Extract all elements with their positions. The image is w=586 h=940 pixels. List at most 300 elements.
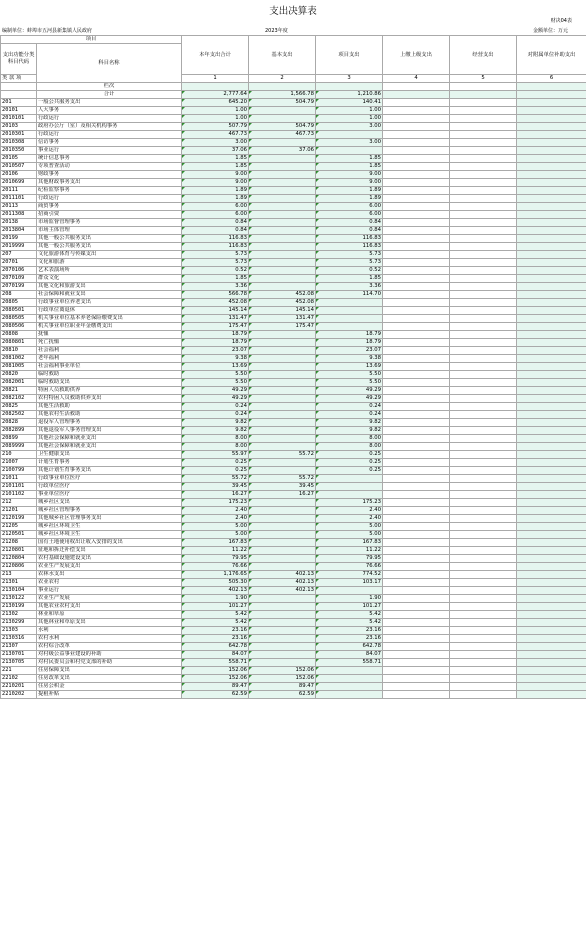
table-row xyxy=(1,419,586,427)
row-project: 1.85 xyxy=(316,155,383,163)
row-affiliate xyxy=(517,611,586,619)
row-project: 0.24 xyxy=(316,403,383,411)
row-total: 23.07 xyxy=(182,347,249,355)
row-basic xyxy=(249,635,316,643)
row-code: 20899 xyxy=(1,435,37,443)
summary-basic: 1,566.78 xyxy=(249,91,316,99)
row-basic: 55.72 xyxy=(249,475,316,483)
row-project: 0.25 xyxy=(316,451,383,459)
row-total: 0.52 xyxy=(182,267,249,275)
row-upper xyxy=(383,659,450,667)
col-no-6: 6 xyxy=(517,75,586,83)
row-name: 卫生健康支出 xyxy=(37,451,182,459)
row-name: 其他城乡社区管理事务支出 xyxy=(37,515,182,523)
row-name: 计划生育事务 xyxy=(37,459,182,467)
row-basic xyxy=(249,139,316,147)
row-business xyxy=(450,163,517,171)
row-basic: 152.06 xyxy=(249,667,316,675)
row-basic xyxy=(249,235,316,243)
row-code: 20113 xyxy=(1,203,37,211)
row-name: 其他退役军人事务管理支出 xyxy=(37,427,182,435)
row-code: 2010507 xyxy=(1,163,37,171)
row-affiliate xyxy=(517,107,586,115)
row-upper xyxy=(383,195,450,203)
row-code: 2130705 xyxy=(1,659,37,667)
row-affiliate xyxy=(517,267,586,275)
table-row xyxy=(1,115,586,123)
row-basic: 467.73 xyxy=(249,131,316,139)
row-affiliate xyxy=(517,523,586,531)
row-total: 505.30 xyxy=(182,579,249,587)
row-project: 0.84 xyxy=(316,227,383,235)
table-row xyxy=(1,211,586,219)
row-name: 群众文化 xyxy=(37,275,182,283)
row-project: 167.83 xyxy=(316,539,383,547)
row-affiliate xyxy=(517,683,586,691)
row-basic: 402.13 xyxy=(249,579,316,587)
row-name: 文化和旅游 xyxy=(37,259,182,267)
row-name: 行政运行 xyxy=(37,115,182,123)
row-affiliate xyxy=(517,291,586,299)
table-row xyxy=(1,427,586,435)
row-upper xyxy=(383,419,450,427)
row-name: 林业和草原 xyxy=(37,611,182,619)
row-upper xyxy=(383,683,450,691)
row-project: 9.00 xyxy=(316,179,383,187)
row-business xyxy=(450,555,517,563)
row-affiliate xyxy=(517,659,586,667)
row-upper xyxy=(383,451,450,459)
row-affiliate xyxy=(517,515,586,523)
row-name: 文化旅游体育与传媒支出 xyxy=(37,251,182,259)
row-project xyxy=(316,475,383,483)
row-affiliate xyxy=(517,451,586,459)
row-name: 市场主体管理 xyxy=(37,227,182,235)
row-affiliate xyxy=(517,187,586,195)
row-total: 1.90 xyxy=(182,595,249,603)
row-affiliate xyxy=(517,299,586,307)
row-upper xyxy=(383,691,450,699)
row-total: 1.00 xyxy=(182,115,249,123)
row-affiliate xyxy=(517,163,586,171)
row-basic xyxy=(249,643,316,651)
row-project: 9.00 xyxy=(316,171,383,179)
row-code: 21307 xyxy=(1,643,37,651)
row-business xyxy=(450,131,517,139)
row-upper xyxy=(383,331,450,339)
row-total: 84.07 xyxy=(182,651,249,659)
row-project: 1.89 xyxy=(316,195,383,203)
row-code: 2011308 xyxy=(1,211,37,219)
row-basic xyxy=(249,531,316,539)
row-business xyxy=(450,523,517,531)
row-upper xyxy=(383,307,450,315)
row-project: 140.41 xyxy=(316,99,383,107)
row-upper xyxy=(383,635,450,643)
row-basic xyxy=(249,339,316,347)
row-basic xyxy=(249,619,316,627)
row-code: 2080506 xyxy=(1,323,37,331)
row-project: 5.00 xyxy=(316,531,383,539)
row-code: 2070199 xyxy=(1,283,37,291)
row-business xyxy=(450,355,517,363)
row-code: 20701 xyxy=(1,259,37,267)
table-row xyxy=(1,563,586,571)
row-upper xyxy=(383,275,450,283)
row-project xyxy=(316,491,383,499)
row-name: 市场监督管理事务 xyxy=(37,219,182,227)
row-upper xyxy=(383,467,450,475)
table-row xyxy=(1,131,586,139)
row-business xyxy=(450,155,517,163)
row-affiliate xyxy=(517,675,586,683)
row-basic: 452.08 xyxy=(249,299,316,307)
row-name: 农业农村 xyxy=(37,579,182,587)
row-business xyxy=(450,571,517,579)
row-upper xyxy=(383,187,450,195)
row-name: 一般公共服务支出 xyxy=(37,99,182,107)
row-name: 城乡社区支出 xyxy=(37,499,182,507)
row-basic xyxy=(249,611,316,619)
row-business xyxy=(450,243,517,251)
table-row xyxy=(1,315,586,323)
row-total: 9.82 xyxy=(182,427,249,435)
row-total: 23.16 xyxy=(182,627,249,635)
row-total: 16.27 xyxy=(182,491,249,499)
row-upper xyxy=(383,651,450,659)
row-project xyxy=(316,483,383,491)
row-name: 统计信息事务 xyxy=(37,155,182,163)
row-upper xyxy=(383,395,450,403)
row-upper xyxy=(383,555,450,563)
row-business xyxy=(450,419,517,427)
row-project: 23.07 xyxy=(316,347,383,355)
table-row xyxy=(1,179,586,187)
row-code: 20106 xyxy=(1,171,37,179)
row-code: 2082001 xyxy=(1,379,37,387)
row-total: 175.23 xyxy=(182,499,249,507)
row-total: 0.24 xyxy=(182,411,249,419)
row-basic xyxy=(249,539,316,547)
row-code: 21208 xyxy=(1,539,37,547)
row-business xyxy=(450,227,517,235)
row-basic xyxy=(249,195,316,203)
row-affiliate xyxy=(517,587,586,595)
row-total: 49.29 xyxy=(182,387,249,395)
row-business xyxy=(450,331,517,339)
row-basic xyxy=(249,659,316,667)
row-upper xyxy=(383,203,450,211)
row-name: 其他一般公共服务支出 xyxy=(37,243,182,251)
row-name: 商贸事务 xyxy=(37,203,182,211)
table-row xyxy=(1,363,586,371)
row-affiliate xyxy=(517,315,586,323)
summary-label: 合计 xyxy=(37,91,182,99)
row-basic xyxy=(249,443,316,451)
row-code: 2101101 xyxy=(1,483,37,491)
row-project: 5.73 xyxy=(316,259,383,267)
row-upper xyxy=(383,619,450,627)
row-name: 行政运行 xyxy=(37,195,182,203)
row-code: 2130299 xyxy=(1,619,37,627)
row-affiliate xyxy=(517,243,586,251)
row-business xyxy=(450,651,517,659)
row-code: 201 xyxy=(1,99,37,107)
row-business xyxy=(450,683,517,691)
row-upper xyxy=(383,587,450,595)
row-name: 城乡社区环境卫生 xyxy=(37,531,182,539)
row-basic xyxy=(249,283,316,291)
row-upper xyxy=(383,219,450,227)
row-basic xyxy=(249,355,316,363)
row-basic: 504.79 xyxy=(249,99,316,107)
row-business xyxy=(450,675,517,683)
expenditure-table xyxy=(0,35,586,699)
row-upper xyxy=(383,387,450,395)
row-upper xyxy=(383,227,450,235)
table-row xyxy=(1,259,586,267)
row-basic xyxy=(249,395,316,403)
table-row xyxy=(1,123,586,131)
row-name: 住房公积金 xyxy=(37,683,182,691)
table-row xyxy=(1,339,586,347)
row-name: 特困人员救助供养 xyxy=(37,387,182,395)
row-name: 农村水利 xyxy=(37,635,182,643)
row-basic xyxy=(249,219,316,227)
row-upper xyxy=(383,163,450,171)
row-affiliate xyxy=(517,403,586,411)
row-project: 49.29 xyxy=(316,387,383,395)
row-project: 5.50 xyxy=(316,379,383,387)
row-total: 79.95 xyxy=(182,555,249,563)
row-code: 2081002 xyxy=(1,355,37,363)
row-name: 行政单位医疗 xyxy=(37,483,182,491)
row-upper xyxy=(383,571,450,579)
table-row xyxy=(1,243,586,251)
table-row xyxy=(1,443,586,451)
row-total: 11.22 xyxy=(182,547,249,555)
row-business xyxy=(450,219,517,227)
row-project: 8.00 xyxy=(316,443,383,451)
table-row xyxy=(1,403,586,411)
row-name: 农村特困人员救助供养支出 xyxy=(37,395,182,403)
row-project: 23.16 xyxy=(316,635,383,643)
table-row xyxy=(1,627,586,635)
row-upper xyxy=(383,283,450,291)
row-basic xyxy=(249,427,316,435)
table-row xyxy=(1,595,586,603)
row-project: 3.36 xyxy=(316,283,383,291)
row-upper xyxy=(383,131,450,139)
row-basic xyxy=(249,379,316,387)
row-basic: 504.79 xyxy=(249,123,316,131)
row-business xyxy=(450,123,517,131)
row-total: 1.85 xyxy=(182,275,249,283)
table-row xyxy=(1,667,586,675)
row-name: 抚恤 xyxy=(37,331,182,339)
row-total: 6.00 xyxy=(182,203,249,211)
row-name: 对村级公益事业建设的补助 xyxy=(37,651,182,659)
row-business xyxy=(450,643,517,651)
row-upper xyxy=(383,443,450,451)
row-project: 6.00 xyxy=(316,211,383,219)
row-code: 21302 xyxy=(1,611,37,619)
table-row xyxy=(1,523,586,531)
row-name: 水利 xyxy=(37,627,182,635)
row-project: 1.00 xyxy=(316,115,383,123)
row-project: 3.00 xyxy=(316,123,383,131)
header-upper: 上缴上级支出 xyxy=(383,36,450,75)
row-upper xyxy=(383,547,450,555)
row-affiliate xyxy=(517,419,586,427)
row-name: 征地和拆迁补偿支出 xyxy=(37,547,182,555)
row-project: 5.42 xyxy=(316,611,383,619)
row-name: 行政单位离退休 xyxy=(37,307,182,315)
row-name: 社会福利 xyxy=(37,347,182,355)
row-total: 76.66 xyxy=(182,563,249,571)
table-row xyxy=(1,451,586,459)
row-upper xyxy=(383,627,450,635)
table-row xyxy=(1,499,586,507)
header-class-section-item: 类 款 项 xyxy=(1,75,37,83)
row-code: 20103 xyxy=(1,123,37,131)
row-basic xyxy=(249,419,316,427)
compiling-unit: 编制单位：蚌埠市五河县新集镇人民政府 xyxy=(2,28,93,34)
row-total: 642.78 xyxy=(182,643,249,651)
row-code: 2080501 xyxy=(1,307,37,315)
row-code: 21011 xyxy=(1,475,37,483)
row-upper xyxy=(383,643,450,651)
table-row xyxy=(1,275,586,283)
row-total: 5.50 xyxy=(182,371,249,379)
row-name: 其他财政事务支出 xyxy=(37,179,182,187)
row-upper xyxy=(383,251,450,259)
table-row xyxy=(1,587,586,595)
row-project: 1.85 xyxy=(316,275,383,283)
row-upper xyxy=(383,235,450,243)
row-affiliate xyxy=(517,171,586,179)
row-project: 6.00 xyxy=(316,203,383,211)
table-row xyxy=(1,411,586,419)
table-row xyxy=(1,611,586,619)
row-total: 62.59 xyxy=(182,691,249,699)
row-code: 2100799 xyxy=(1,467,37,475)
row-business xyxy=(450,107,517,115)
row-code: 20820 xyxy=(1,371,37,379)
row-business xyxy=(450,403,517,411)
row-affiliate xyxy=(517,635,586,643)
row-total: 9.00 xyxy=(182,171,249,179)
row-business xyxy=(450,595,517,603)
row-basic xyxy=(249,547,316,555)
row-business xyxy=(450,315,517,323)
row-total: 9.00 xyxy=(182,179,249,187)
row-upper xyxy=(383,403,450,411)
row-upper xyxy=(383,115,450,123)
row-basic xyxy=(249,347,316,355)
row-total: 9.38 xyxy=(182,355,249,363)
row-name: 农业生产发展支出 xyxy=(37,563,182,571)
row-affiliate xyxy=(517,275,586,283)
row-basic: 89.47 xyxy=(249,683,316,691)
row-name: 信访事务 xyxy=(37,139,182,147)
row-total: 0.84 xyxy=(182,219,249,227)
table-row xyxy=(1,307,586,315)
row-name: 其他社会保障和就业支出 xyxy=(37,443,182,451)
row-basic xyxy=(249,435,316,443)
row-project: 11.22 xyxy=(316,547,383,555)
row-affiliate xyxy=(517,131,586,139)
row-project xyxy=(316,587,383,595)
row-total: 9.82 xyxy=(182,419,249,427)
row-project: 3.00 xyxy=(316,139,383,147)
table-row xyxy=(1,491,586,499)
header-basic: 基本支出 xyxy=(249,36,316,75)
row-basic xyxy=(249,627,316,635)
row-affiliate xyxy=(517,307,586,315)
table-row xyxy=(1,603,586,611)
row-total: 1.89 xyxy=(182,187,249,195)
row-total: 2.40 xyxy=(182,515,249,523)
row-business xyxy=(450,611,517,619)
row-affiliate xyxy=(517,643,586,651)
row-total: 101.27 xyxy=(182,603,249,611)
row-basic xyxy=(249,523,316,531)
row-affiliate xyxy=(517,203,586,211)
row-basic xyxy=(249,467,316,475)
row-code: 2019999 xyxy=(1,243,37,251)
row-business xyxy=(450,339,517,347)
row-total: 5.00 xyxy=(182,531,249,539)
row-name: 老年福利 xyxy=(37,355,182,363)
row-upper xyxy=(383,579,450,587)
form-number: 财决04表 xyxy=(550,18,572,24)
row-name: 退役军人管理事务 xyxy=(37,419,182,427)
row-code: 2101102 xyxy=(1,491,37,499)
row-affiliate xyxy=(517,619,586,627)
row-name: 其他农业农村支出 xyxy=(37,603,182,611)
row-business xyxy=(450,347,517,355)
row-affiliate xyxy=(517,627,586,635)
row-total: 8.00 xyxy=(182,435,249,443)
row-affiliate xyxy=(517,571,586,579)
row-basic xyxy=(249,515,316,523)
row-affiliate xyxy=(517,491,586,499)
row-business xyxy=(450,387,517,395)
row-name: 其他计划生育事务支出 xyxy=(37,467,182,475)
row-business xyxy=(450,195,517,203)
row-business xyxy=(450,499,517,507)
header-affiliate: 对附属单位补助支出 xyxy=(517,36,586,75)
row-project: 0.52 xyxy=(316,267,383,275)
row-total: 0.25 xyxy=(182,459,249,467)
row-name: 城乡社区管理事务 xyxy=(37,507,182,515)
row-business xyxy=(450,291,517,299)
row-upper xyxy=(383,243,450,251)
row-basic xyxy=(249,595,316,603)
row-code: 22102 xyxy=(1,675,37,683)
row-code: 2082899 xyxy=(1,427,37,435)
row-code: 20810 xyxy=(1,347,37,355)
row-affiliate xyxy=(517,195,586,203)
row-upper xyxy=(383,355,450,363)
row-total: 116.83 xyxy=(182,235,249,243)
row-upper xyxy=(383,171,450,179)
row-name: 其他社会保障和就业支出 xyxy=(37,435,182,443)
table-row xyxy=(1,347,586,355)
row-project: 0.84 xyxy=(316,219,383,227)
row-affiliate xyxy=(517,499,586,507)
